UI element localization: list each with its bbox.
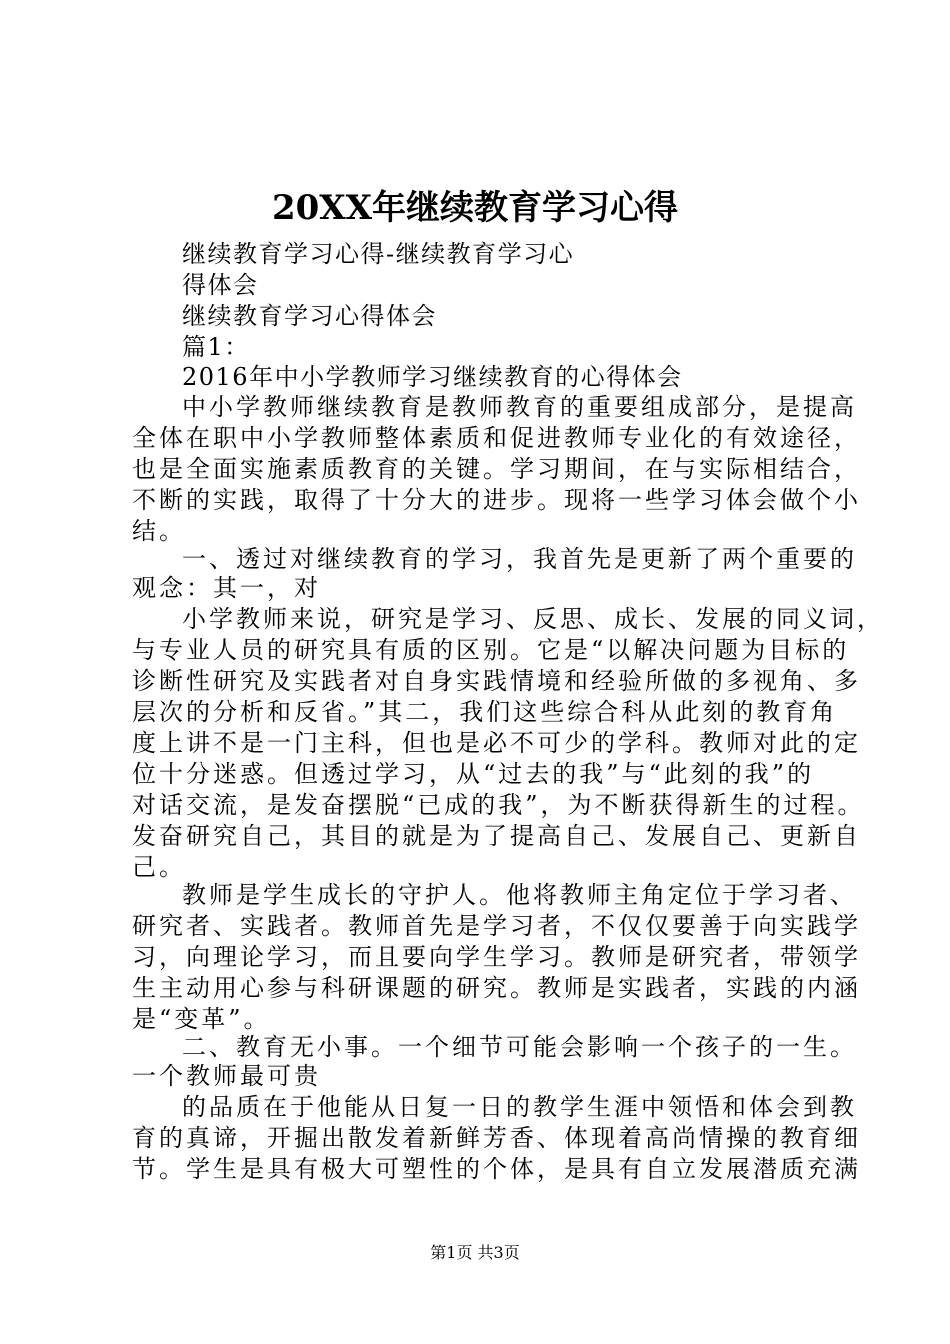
paragraph-line: 小学教师来说，研究是学习、反思、成长、发展的同义词， bbox=[182, 605, 884, 633]
paragraph-line: 是“变革”。 bbox=[132, 1005, 271, 1033]
paragraph-line: 研究者、实践者。教师首先是学习者，不仅仅要善于向实践学 bbox=[132, 912, 861, 940]
paragraph-line: 一个教师最可贵 bbox=[132, 1062, 321, 1090]
paragraph-line: 位十分迷惑。但透过学习，从“过去的我”与“此刻的我”的 bbox=[132, 760, 815, 788]
paragraph-line: 观念：其一，对 bbox=[132, 574, 321, 602]
paragraph-line: 生主动用心参与科研课题的研究。教师是实践者，实践的内涵 bbox=[132, 974, 861, 1002]
paragraph-line: 二、教育无小事。一个细节可能会影响一个孩子的一生。 bbox=[182, 1033, 857, 1061]
section-label: 篇1： bbox=[182, 333, 250, 361]
paragraph-line: 层次的分析和反省。”其二，我们这些综合科从此刻的教育角 bbox=[132, 698, 838, 726]
paragraph-line: 的品质在于他能从日复一日的教学生涯中领悟和体会到教 bbox=[182, 1093, 857, 1121]
paragraph-line: 对话交流，是发奋摆脱“已成的我”，为不断获得新生的过程。 bbox=[132, 791, 865, 819]
page-footer: 第1页 共3页 bbox=[430, 1243, 520, 1262]
paragraph-line: 一、透过对继续教育的学习，我首先是更新了两个重要的 bbox=[182, 545, 857, 573]
paragraph-line: 发奋研究自己，其目的就是为了提高自己、发展自己、更新自 bbox=[132, 822, 861, 850]
paragraph-line: 教师是学生成长的守护人。他将教师主角定位于学习者、 bbox=[182, 881, 857, 909]
paragraph-line: 中小学教师继续教育是教师教育的重要组成部分，是提高 bbox=[182, 393, 857, 421]
paragraph-line: 与专业人员的研究具有质的区别。它是“以解决问题为目标的 bbox=[132, 636, 850, 664]
paragraph-line: 诊断性研究及实践者对自身实践情境和经验所做的多视角、多 bbox=[132, 667, 861, 695]
paragraph-line: 节。学生是具有极大可塑性的个体，是具有自立发展潜质充满 bbox=[132, 1155, 861, 1183]
paragraph-line: 育的真谛，开掘出散发着新鲜芳香、体现着高尚情操的教育细 bbox=[132, 1124, 861, 1152]
paragraph-line: 全体在职中小学教师整体素质和促进教师专业化的有效途径， bbox=[132, 424, 861, 452]
document-title: 20XX年继续教育学习心得 bbox=[271, 188, 679, 228]
paragraph-line: 习，向理论学习，而且要向学生学习。教师是研究者，带领学 bbox=[132, 943, 861, 971]
section-heading: 2016年中小学教师学习继续教育的心得体会 bbox=[182, 363, 683, 391]
paragraph-line: 度上讲不是一门主科，但也是必不可少的学科。教师对此的定 bbox=[132, 729, 861, 757]
subtitle-line: 继续教育学习心得-继续教育学习心 bbox=[182, 240, 575, 268]
paragraph-line: 结。 bbox=[132, 517, 186, 545]
paragraph-line: 不断的实践，取得了十分大的进步。现将一些学习体会做个小 bbox=[132, 486, 861, 514]
subtitle-line: 得体会 bbox=[182, 271, 259, 299]
paragraph-line: 也是全面实施素质教育的关键。学习期间，在与实际相结合， bbox=[132, 455, 861, 483]
subtitle-line: 继续教育学习心得体会 bbox=[182, 302, 437, 330]
paragraph-line: 己。 bbox=[132, 853, 186, 881]
